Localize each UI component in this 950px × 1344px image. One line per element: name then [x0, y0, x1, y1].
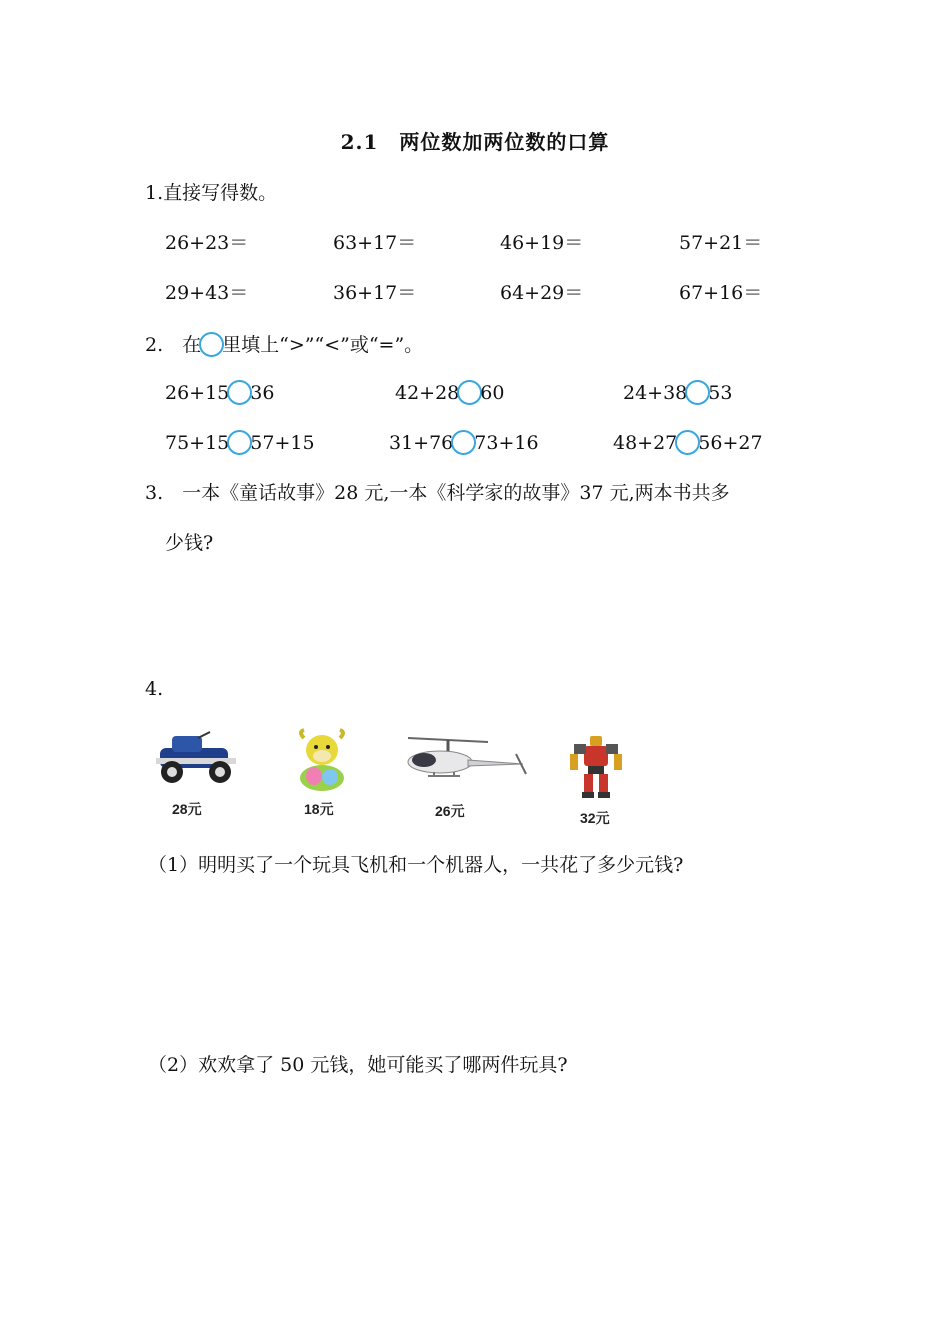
compare-circle-icon	[199, 332, 224, 357]
q1-expr: 29+43＝	[165, 282, 249, 304]
q1-label: 1.直接写得数。	[145, 182, 278, 204]
q4-label: 4.	[145, 678, 164, 700]
compare-item	[623, 380, 732, 405]
toy-helicopter-icon	[398, 730, 538, 788]
compare-left: 24+38	[623, 382, 688, 404]
q1-expr: 57+21＝	[679, 232, 763, 254]
page-title: 2.1 两位数加两位数的口算	[340, 130, 610, 154]
price-label: 32元	[580, 810, 610, 826]
compare-left: 26+15	[165, 382, 230, 404]
compare-item	[165, 380, 274, 405]
compare-item	[395, 380, 504, 405]
q4-sub2: （2）欢欢拿了 50 元钱，她可能买了哪两件玩具?	[148, 1054, 568, 1076]
compare-circle-input[interactable]	[451, 430, 476, 455]
compare-right: 56+27	[698, 432, 763, 454]
compare-right: 73+16	[474, 432, 539, 454]
q1-expr: 26+23＝	[165, 232, 249, 254]
q3-line2: 少钱?	[165, 532, 214, 554]
compare-item	[613, 430, 763, 455]
compare-right: 60	[480, 382, 505, 404]
compare-circle-input[interactable]	[227, 380, 252, 405]
q2-label	[145, 330, 423, 357]
compare-left: 75+15	[165, 432, 230, 454]
compare-left: 31+76	[389, 432, 454, 454]
compare-circle-input[interactable]	[457, 380, 482, 405]
compare-circle-input[interactable]	[685, 380, 710, 405]
q4-sub1: （1）明明买了一个玩具飞机和一个机器人，一共花了多少元钱?	[148, 854, 684, 876]
compare-right: 57+15	[250, 432, 315, 454]
price-label: 18元	[304, 801, 334, 817]
compare-circle-input[interactable]	[675, 430, 700, 455]
compare-circle-input[interactable]	[227, 430, 252, 455]
q1-expr: 46+19＝	[500, 232, 584, 254]
q1-expr: 67+16＝	[679, 282, 763, 304]
toy-car-icon	[150, 728, 242, 788]
q1-expr: 36+17＝	[333, 282, 417, 304]
price-label: 28元	[172, 801, 202, 817]
toy-robot-icon	[566, 734, 626, 800]
compare-right: 36	[250, 382, 275, 404]
q2-label-post: 里填上“>”“<”或“=”。	[222, 334, 424, 356]
compare-left: 48+27	[613, 432, 678, 454]
q3-line1: 3. 一本《童话故事》28 元,一本《科学家的故事》37 元,两本书共多	[145, 482, 730, 504]
compare-right: 53	[708, 382, 733, 404]
q1-expr: 63+17＝	[333, 232, 417, 254]
q2-label-pre: 2. 在	[145, 334, 202, 356]
compare-left: 42+28	[395, 382, 460, 404]
compare-item	[165, 430, 315, 455]
q1-expr: 64+29＝	[500, 282, 584, 304]
price-label: 26元	[435, 803, 465, 819]
compare-item	[389, 430, 539, 455]
toy-doll-icon	[292, 730, 352, 792]
